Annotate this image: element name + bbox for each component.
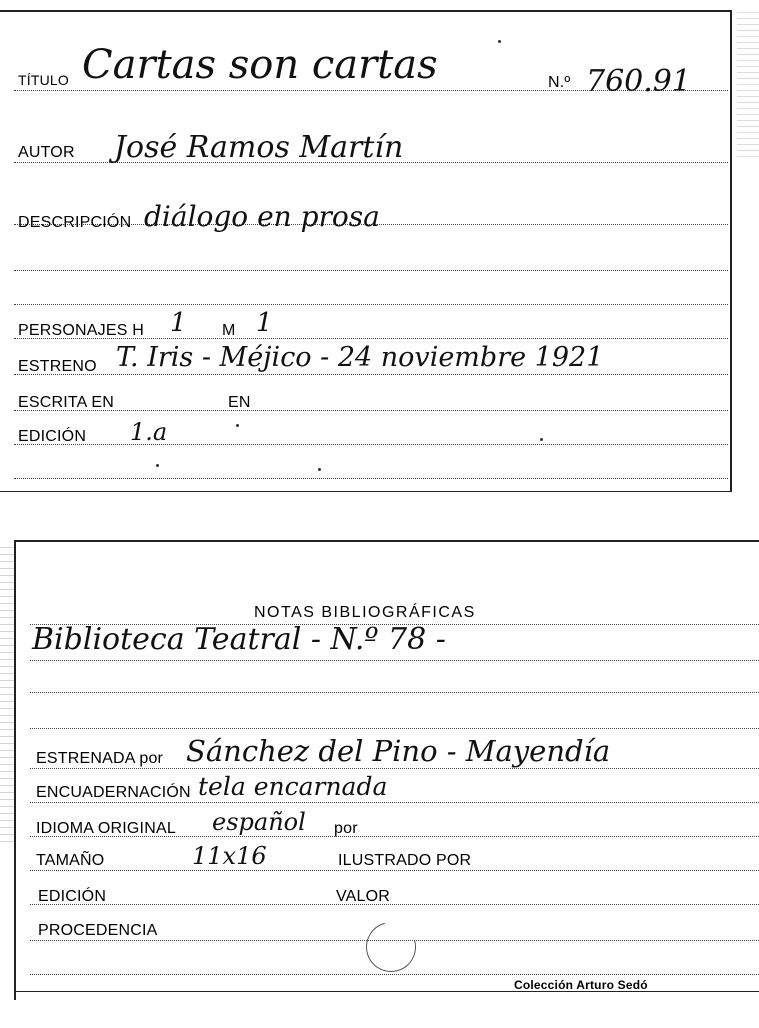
catalog-card-back [14, 540, 759, 1000]
rule [30, 768, 759, 769]
scan-speck [236, 424, 239, 427]
escrita-en2-label: EN [228, 394, 251, 411]
estreno-value: T. Iris - Méjico - 24 noviembre 1921 [116, 342, 604, 373]
idioma-label: IDIOMA ORIGINAL [36, 820, 176, 837]
personajes-h-value: 1 [170, 308, 187, 338]
personajes-label: PERSONAJES H [18, 322, 144, 339]
escrita-en-label: ESCRITA EN [18, 394, 114, 411]
procedencia-label: PROCEDENCIA [38, 922, 158, 939]
rule [30, 870, 759, 871]
rule [30, 974, 759, 975]
scan-speck [498, 40, 501, 43]
descripcion-value: diálogo en prosa [144, 200, 380, 233]
scan-speck [540, 438, 543, 441]
rule [30, 692, 759, 693]
rule [14, 270, 728, 271]
tamano-label: TAMAÑO [36, 852, 105, 869]
rule [14, 374, 728, 375]
estrenada-value: Sánchez del Pino - Mayendía [186, 734, 611, 768]
catalog-card-front [0, 10, 732, 492]
estrenada-label: ESTRENADA por [36, 750, 164, 767]
por-label: por [334, 820, 358, 837]
valor-label: VALOR [336, 888, 391, 905]
rule [30, 802, 759, 803]
autor-value: José Ramos Martín [114, 130, 404, 165]
rule [30, 836, 759, 837]
rule [14, 304, 728, 305]
rule [14, 444, 728, 445]
scan-speck [156, 464, 159, 467]
stamp-mark [357, 913, 425, 981]
rule [14, 410, 728, 411]
rule [30, 660, 759, 661]
encuadernacion-label: ENCUADERNACIÓN [36, 784, 191, 801]
coleccion-label: Colección Arturo Sedó [514, 978, 648, 992]
edicion2-label: EDICIÓN [38, 888, 107, 905]
descripcion-label: DESCRIPCIÓN [18, 214, 132, 231]
card-bottom-edge [0, 491, 730, 492]
rule [14, 478, 728, 479]
estreno-label: ESTRENO [18, 358, 97, 375]
scan-speck [318, 468, 321, 471]
autor-label: AUTOR [18, 144, 75, 161]
personajes-m-value: 1 [256, 308, 273, 338]
tamano-value: 11x16 [192, 842, 267, 870]
notas-heading: NOTAS BIBLIOGRÁFICAS [254, 604, 476, 621]
edicion-label: EDICIÓN [18, 428, 87, 445]
titulo-label: TÍTULO [18, 72, 69, 88]
titulo-value: Cartas son cartas [82, 42, 438, 88]
notas-value: Biblioteca Teatral - N.º 78 - [32, 622, 446, 657]
encuadernacion-value: tela encarnada [198, 772, 388, 801]
edicion-value: 1.a [130, 418, 168, 446]
rule [30, 728, 759, 729]
idioma-value: español [212, 808, 306, 836]
rule [30, 904, 759, 905]
card-bottom-edge [16, 991, 759, 992]
ilustrado-label: ILUSTRADO POR [338, 852, 472, 869]
scan-edge-noise [737, 10, 759, 160]
numero-value: 760.91 [586, 64, 691, 99]
personajes-m-label: M [222, 322, 236, 339]
numero-label: N.º [548, 74, 571, 91]
